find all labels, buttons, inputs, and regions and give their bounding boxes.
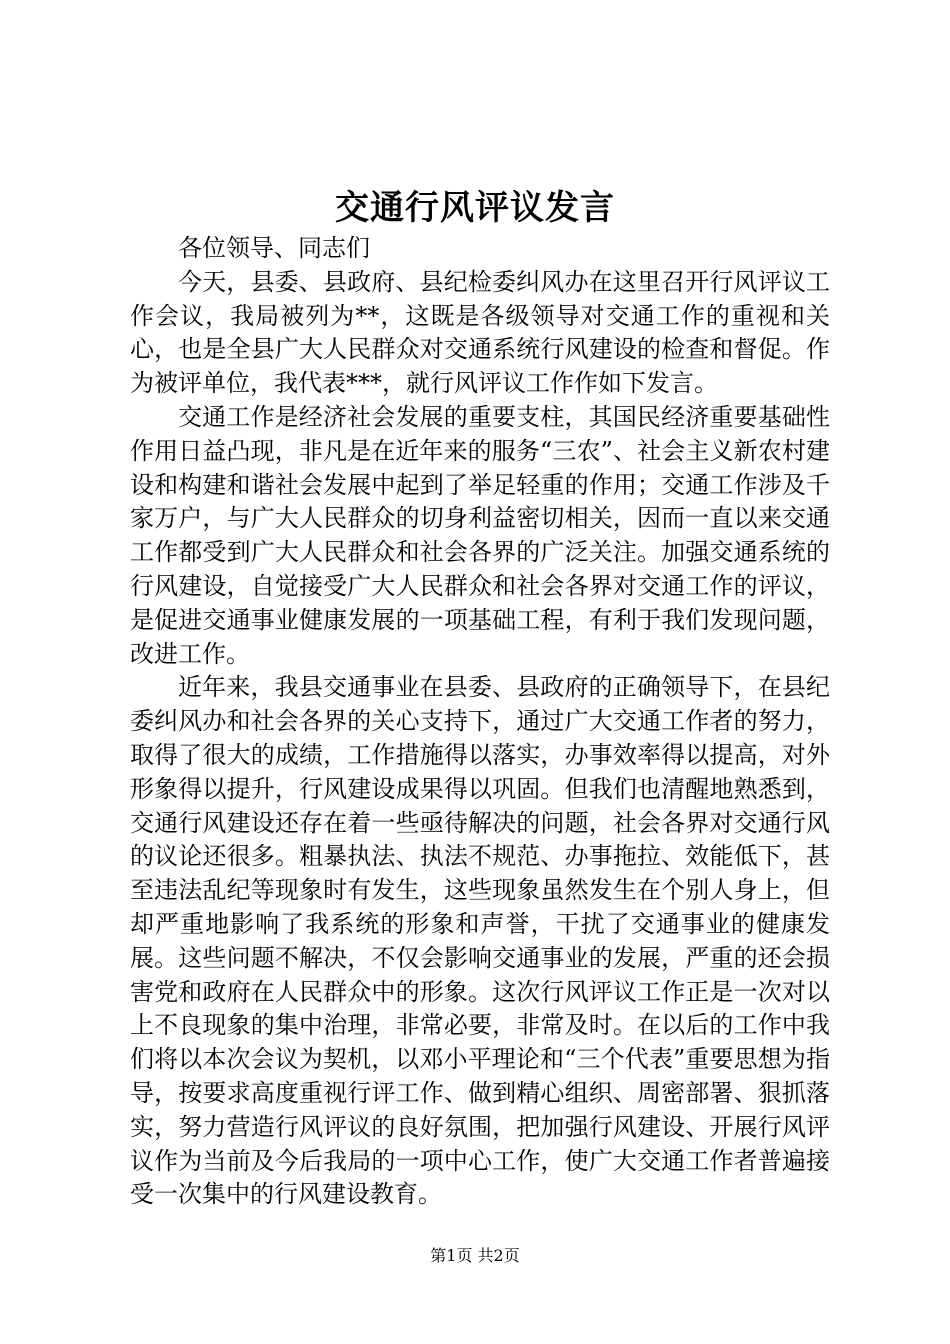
paragraph-3: 近年来，我县交通事业在县委、县政府的正确领导下，在县纪委纠风办和社会各界的关心支持下，通过广大交通工作者的努力，取得了很大的成绩，工作措施得以落实，办事效率得以提高，对外形象得以提升，行风建设成果得以巩固。但我们也清醒地熟悉到，交通行风建设还存在着一些亟待解决的问题，社会各界对交通行风的议论还很多。粗暴执法、执法不规范、办事拖拉、效能低下，甚至违法乱纪等现象时有发生，这些现象虽然发生在个别人身上，但却严重地影响了我系统的形象和声誉，干扰了交通事业的健康发展。这些问题不解决，不仅会影响交通事业的发展，严重的还会损害党和政府在人民群众中的形象。这次行风评议工作正是一次对以上不良现象的集中治理，非常必要，非常及时。在以后的工作中我们将以本次会议为契机，以邓小平理论和“三个代表”重要思想为指导，按要求高度重视行评工作、做到精心组织、周密部署、狠抓落实，努力营造行风评议的良好氛围，把加强行风建设、开展行风评议作为当前及今后我局的一项中心工作，使广大交通工作者普遍接受一次集中的行风建设教育。	[130, 673, 830, 1209]
salutation: 各位领导、同志们	[178, 234, 370, 262]
document-title: 交通行风评议发言	[335, 188, 615, 228]
page-number: 第1页 共2页	[430, 1246, 520, 1265]
paragraph-2: 交通工作是经济社会发展的重要支柱，其国民经济重要基础性作用日益凸现，非凡是在近年来的服务“三农”、社会主义新农村建设和构建和谐社会发展中起到了举足轻重的作用；交通工作涉及千家万户，与广大人民群众的切身利益密切相关，因而一直以来交通工作都受到广大人民群众和社会各界的广泛关注。加强交通系统的行风建设，自觉接受广大人民群众和社会各界对交通工作的评议，是促进交通事业健康发展的一项基础工程，有利于我们发现问题，改进工作。	[130, 402, 830, 668]
document-body	[130, 232, 830, 1212]
paragraph-1: 今天，县委、县政府、县纪检委纠风办在这里召开行风评议工作会议，我局被列为**，这既是各级领导对交通工作的重视和关心，也是全县广大人民群众对交通系统行风建设的检查和督促。作为被评单位，我代表***，就行风评议工作作如下发言。	[130, 267, 830, 398]
